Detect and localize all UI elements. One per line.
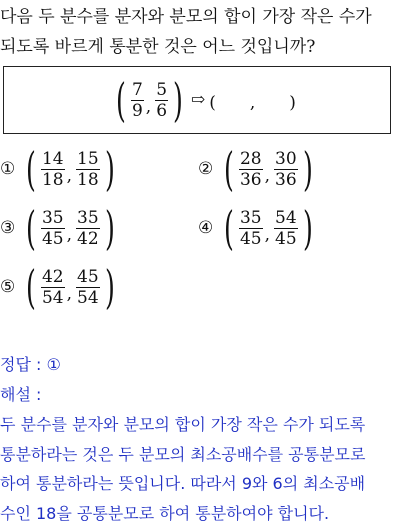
fraction	[239, 208, 263, 249]
answer-blank: ( , )	[209, 88, 296, 113]
option-marker: ④	[198, 218, 220, 238]
numerator: 42	[42, 267, 64, 287]
fraction	[41, 208, 65, 249]
answer-label: 정답 : ①	[0, 350, 61, 380]
denominator: 42	[76, 228, 100, 249]
problem-expression	[112, 77, 296, 123]
left-paren: (	[26, 205, 36, 251]
comma: ,	[265, 152, 270, 186]
question-line-1: 다음 두 분수를 분자와 분모의 합이 가장 작은 수가	[0, 2, 400, 32]
denominator: 36	[239, 169, 263, 190]
fraction	[41, 267, 65, 308]
option-marker: ①	[0, 159, 22, 179]
option-1[interactable]	[0, 146, 119, 192]
comma: ,	[265, 211, 270, 245]
option-marker: ⑤	[0, 277, 22, 297]
option-5[interactable]	[0, 264, 119, 310]
denominator: 45	[274, 228, 298, 249]
numerator: 45	[77, 267, 99, 287]
numerator: 15	[77, 149, 99, 169]
numerator: 28	[240, 149, 262, 169]
problem-box	[3, 66, 391, 134]
denominator: 9	[131, 100, 144, 121]
explanation-line-2: 통분하라는 것은 두 분모의 최소공배수를 공통분모로	[0, 440, 400, 470]
numerator: 5	[156, 80, 167, 100]
denominator: 45	[239, 228, 263, 249]
left-paren: (	[26, 146, 36, 192]
explanation-line-1: 두 분수를 분자와 분모의 합이 가장 작은 수가 되도록	[0, 410, 400, 440]
left-paren: (	[224, 146, 234, 192]
right-paren: )	[303, 146, 313, 192]
denominator: 54	[41, 287, 65, 308]
numerator: 14	[42, 149, 64, 169]
numerator: 35	[42, 208, 64, 228]
left-paren: (	[224, 205, 234, 251]
right-paren: )	[303, 205, 313, 251]
option-4[interactable]	[198, 205, 317, 251]
comma: ,	[146, 83, 151, 117]
fraction	[76, 149, 100, 190]
numerator: 54	[275, 208, 297, 228]
option-3[interactable]	[0, 205, 119, 251]
left-paren: (	[116, 77, 126, 123]
denominator: 45	[41, 228, 65, 249]
explanation-line-4: 수인 18을 공통분모로 하여 통분하여야 합니다.	[0, 499, 400, 528]
fraction	[76, 208, 100, 249]
fraction	[41, 149, 65, 190]
numerator: 35	[77, 208, 99, 228]
comma: ,	[67, 152, 72, 186]
numerator: 30	[275, 149, 297, 169]
arrow-icon: ⇨	[191, 90, 205, 110]
explanation-label: 해설 :	[0, 380, 41, 410]
fraction	[76, 267, 100, 308]
denominator: 54	[76, 287, 100, 308]
comma: ,	[67, 270, 72, 304]
denominator: 36	[274, 169, 298, 190]
denominator: 18	[41, 169, 65, 190]
explanation-line-3: 하여 통분하라는 뜻입니다. 따라서 9와 6의 최소공배	[0, 469, 400, 499]
right-paren: )	[173, 77, 183, 123]
right-paren: )	[105, 146, 115, 192]
question-line-2: 되도록 바르게 통분한 것은 어느 것입니까?	[0, 32, 400, 62]
left-paren: (	[26, 264, 36, 310]
right-paren: )	[105, 205, 115, 251]
denominator: 18	[76, 169, 100, 190]
right-paren: )	[105, 264, 115, 310]
question-text	[0, 2, 400, 62]
option-2[interactable]	[198, 146, 317, 192]
numerator: 7	[132, 80, 143, 100]
fraction	[239, 149, 263, 190]
fraction	[274, 149, 298, 190]
denominator: 6	[155, 100, 168, 121]
option-marker: ③	[0, 218, 22, 238]
fraction	[274, 208, 298, 249]
option-marker: ②	[198, 159, 220, 179]
fraction	[131, 80, 144, 121]
comma: ,	[67, 211, 72, 245]
explanation-text	[0, 410, 400, 528]
fraction	[155, 80, 168, 121]
numerator: 35	[240, 208, 262, 228]
